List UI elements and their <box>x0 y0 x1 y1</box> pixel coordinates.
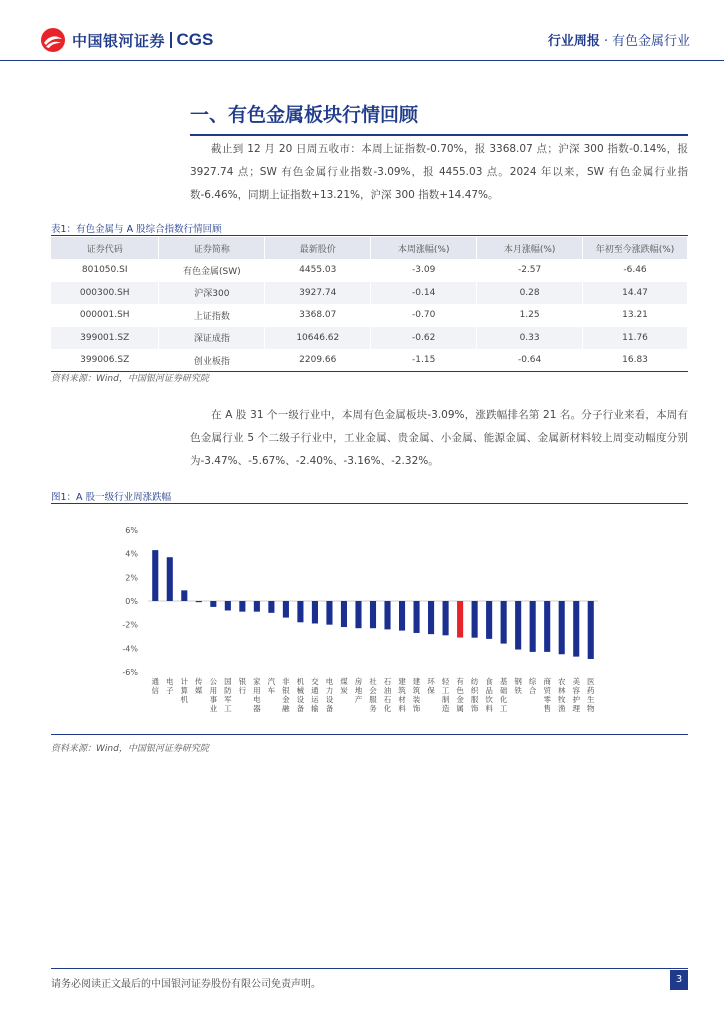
x-category-label: 社会服务 <box>369 677 377 713</box>
y-tick-label: -6% <box>122 668 138 677</box>
intro-paragraph: 截止到 12 月 20 日周五收市：本周上证指数-0.70%，报 3368.07 点；沪深 300 指数-0.14%，报 3927.74 点；SW 有色金属行业指数-3.09%，报 4455.03 点。2024 年以来，SW 有色金属行业指数-6.46%，同期上证指数+13.21%，沪深 300 指数+14.47%。 <box>190 143 688 201</box>
bar-交通运输 <box>312 601 318 623</box>
table-header-cell: 证券简称 <box>159 237 265 259</box>
x-category-label: 交通运输 <box>311 677 319 713</box>
bar-轻工制造 <box>443 601 449 635</box>
x-category-label: 公用事业 <box>209 677 218 713</box>
bar-钢铁 <box>515 601 521 650</box>
table-caption-divider <box>51 235 688 236</box>
y-tick-label: 0% <box>125 597 138 606</box>
table-cell: 0.33 <box>477 327 583 350</box>
table-cell: -6.46 <box>583 259 688 282</box>
section-title: 一、有色金属板块行情回顾 <box>190 104 419 126</box>
table-cell: 2209.66 <box>265 349 371 372</box>
bar-基础化工 <box>501 601 507 644</box>
bar-煤炭 <box>341 601 347 627</box>
table-cell: 399006.SZ <box>51 349 159 372</box>
bar-电力设备 <box>326 601 332 625</box>
table-cell: 000300.SH <box>51 282 159 305</box>
bar-非银金融 <box>283 601 289 618</box>
bar-房地产 <box>355 601 361 628</box>
bar-环保 <box>428 601 434 634</box>
table-cell: 000001.SH <box>51 304 159 327</box>
bar-医药生物 <box>588 601 594 659</box>
table-cell: 801050.SI <box>51 259 159 282</box>
table-cell: 16.83 <box>583 349 688 372</box>
industry-paragraph: 在 A 股 31 个一级行业中，本周有色金属板块-3.09%，涨跌幅排名第 21 名。分子行业来看，本周有色金属行业 5 个二级子行业中，工业金属、贵金属、小金属、能源金属、金属新材料较上周变动幅度分别为-3.47%、-5.67%、-2.40%、-3.16%、-2.32%。 <box>190 409 688 467</box>
bar-汽车 <box>268 601 274 613</box>
table-cell: 14.47 <box>583 282 688 305</box>
figure-bottom-divider <box>51 734 688 735</box>
table-cell: 3927.74 <box>265 282 371 305</box>
table-row <box>51 349 688 372</box>
x-category-label: 汽车 <box>267 677 276 695</box>
bar-美容护理 <box>573 601 579 657</box>
table-cell: 3368.07 <box>265 304 371 327</box>
x-category-label: 美容护理 <box>572 677 580 713</box>
page-number: 3 <box>670 970 688 990</box>
header-divider <box>0 60 724 61</box>
table-cell: -0.62 <box>371 327 477 350</box>
table-cell: -2.57 <box>477 259 583 282</box>
table-cell: -0.64 <box>477 349 583 372</box>
bar-家用电器 <box>254 601 260 612</box>
table-cell: 0.28 <box>477 282 583 305</box>
table-row <box>51 259 688 282</box>
header-dot: · <box>603 34 608 49</box>
table-cell: -0.70 <box>371 304 477 327</box>
y-tick-label: -4% <box>122 644 138 654</box>
table-header-row <box>51 237 688 259</box>
x-category-label: 煤炭 <box>340 677 348 695</box>
bar-建筑装饰 <box>414 601 420 633</box>
table-header-cell: 证券代码 <box>51 237 159 259</box>
industry-weekly-change-chart <box>110 520 610 730</box>
bar-农林牧渔 <box>559 601 565 654</box>
page-header <box>0 0 724 66</box>
table-row <box>51 282 688 305</box>
bar-纺织服饰 <box>472 601 478 638</box>
x-category-label: 食品饮料 <box>485 677 493 713</box>
y-tick-label: -2% <box>122 620 138 630</box>
table-cell: 深证成指 <box>159 327 265 350</box>
table-source: 资料来源：Wind，中国银河证券研究院 <box>51 374 209 384</box>
report-category <box>548 30 690 49</box>
figure-caption: 图1：A 股一级行业周涨跌幅 <box>51 492 172 503</box>
table-cell: -1.15 <box>371 349 477 372</box>
logo-emblem-icon <box>40 27 66 53</box>
table-cell: 11.76 <box>583 327 688 350</box>
bar-有色金属 <box>457 601 463 638</box>
table-row <box>51 327 688 350</box>
table-cell: 上证指数 <box>159 304 265 327</box>
logo-english-name: CGS <box>176 30 214 49</box>
table-cell: 10646.62 <box>265 327 371 350</box>
table-cell: 创业板指 <box>159 349 265 372</box>
y-tick-label: 4% <box>125 549 138 559</box>
x-category-label: 商贸零售 <box>543 677 551 713</box>
bar-机械设备 <box>297 601 303 622</box>
bar-综合 <box>530 601 536 652</box>
table-cell: 399001.SZ <box>51 327 159 350</box>
x-category-label: 有色金属 <box>456 677 464 713</box>
x-category-label: 电力设备 <box>325 677 334 713</box>
figure-caption-divider <box>51 503 688 504</box>
table-header-cell: 本月涨幅(%) <box>477 237 583 259</box>
bar-通信 <box>152 550 158 601</box>
report-type: 行业周报 <box>547 34 600 49</box>
x-category-label: 电子 <box>166 677 174 695</box>
x-category-label: 计算机 <box>180 677 189 704</box>
x-category-label: 家用电器 <box>253 677 261 713</box>
bar-石油石化 <box>384 601 390 629</box>
table-caption: 表1：有色金属与 A 股综合指数行情回顾 <box>51 224 222 235</box>
x-category-label: 建筑材料 <box>398 677 406 713</box>
x-category-label: 机械设备 <box>296 677 305 713</box>
x-category-label: 房地产 <box>354 677 363 704</box>
x-category-label: 医药生物 <box>586 677 595 713</box>
company-logo <box>40 26 213 54</box>
bar-银行 <box>239 601 245 612</box>
x-category-label: 纺织服饰 <box>470 677 479 713</box>
x-category-label: 轻工制造 <box>441 677 450 713</box>
table-cell: -0.14 <box>371 282 477 305</box>
bar-商贸零售 <box>544 601 550 652</box>
figure-source: 资料来源：Wind，中国银河证券研究院 <box>51 744 209 754</box>
table-cell: 13.21 <box>583 304 688 327</box>
table-header-cell: 本周涨幅(%) <box>371 237 477 259</box>
x-category-label: 钢铁 <box>514 677 522 695</box>
table-header-cell: 年初至今涨跌幅(%) <box>583 237 688 259</box>
bar-计算机 <box>181 590 187 601</box>
bar-建筑材料 <box>399 601 405 631</box>
table-cell: 沪深300 <box>159 282 265 305</box>
bar-传媒 <box>196 601 202 602</box>
x-category-label: 国防军工 <box>224 677 232 713</box>
x-category-label: 石油石化 <box>383 677 392 713</box>
logo-separator <box>170 32 172 48</box>
x-category-label: 农林牧渔 <box>557 677 566 713</box>
x-category-label: 传媒 <box>195 677 203 695</box>
bar-社会服务 <box>370 601 376 628</box>
logo-chinese-name: 中国银河证券 <box>72 31 166 50</box>
section-divider <box>190 134 688 136</box>
bar-食品饮料 <box>486 601 492 639</box>
y-tick-label: 2% <box>125 573 138 583</box>
table-cell: 4455.03 <box>265 259 371 282</box>
footer-divider <box>51 968 688 969</box>
disclaimer-notice: 请务必阅读正文最后的中国银河证券股份有限公司免责声明。 <box>51 979 321 990</box>
industry-name: 有色金属行业 <box>611 34 690 49</box>
bar-电子 <box>167 557 173 601</box>
table-cell: 有色金属(SW) <box>159 259 265 282</box>
x-category-label: 通信 <box>151 677 160 695</box>
x-category-label: 基础化工 <box>499 677 508 713</box>
table-header-cell: 最新股价 <box>265 237 371 259</box>
bar-国防军工 <box>225 601 231 610</box>
x-category-label: 建筑装饰 <box>412 677 421 713</box>
x-category-label: 银行 <box>238 677 247 695</box>
table-cell: -3.09 <box>371 259 477 282</box>
x-category-label: 非银金融 <box>282 677 290 713</box>
table-cell: 1.25 <box>477 304 583 327</box>
x-category-label: 综合 <box>528 677 537 695</box>
index-review-table <box>51 237 688 372</box>
table-row <box>51 304 688 327</box>
y-tick-label: 6% <box>125 526 138 535</box>
x-category-label: 环保 <box>427 677 435 695</box>
bar-公用事业 <box>210 601 216 607</box>
